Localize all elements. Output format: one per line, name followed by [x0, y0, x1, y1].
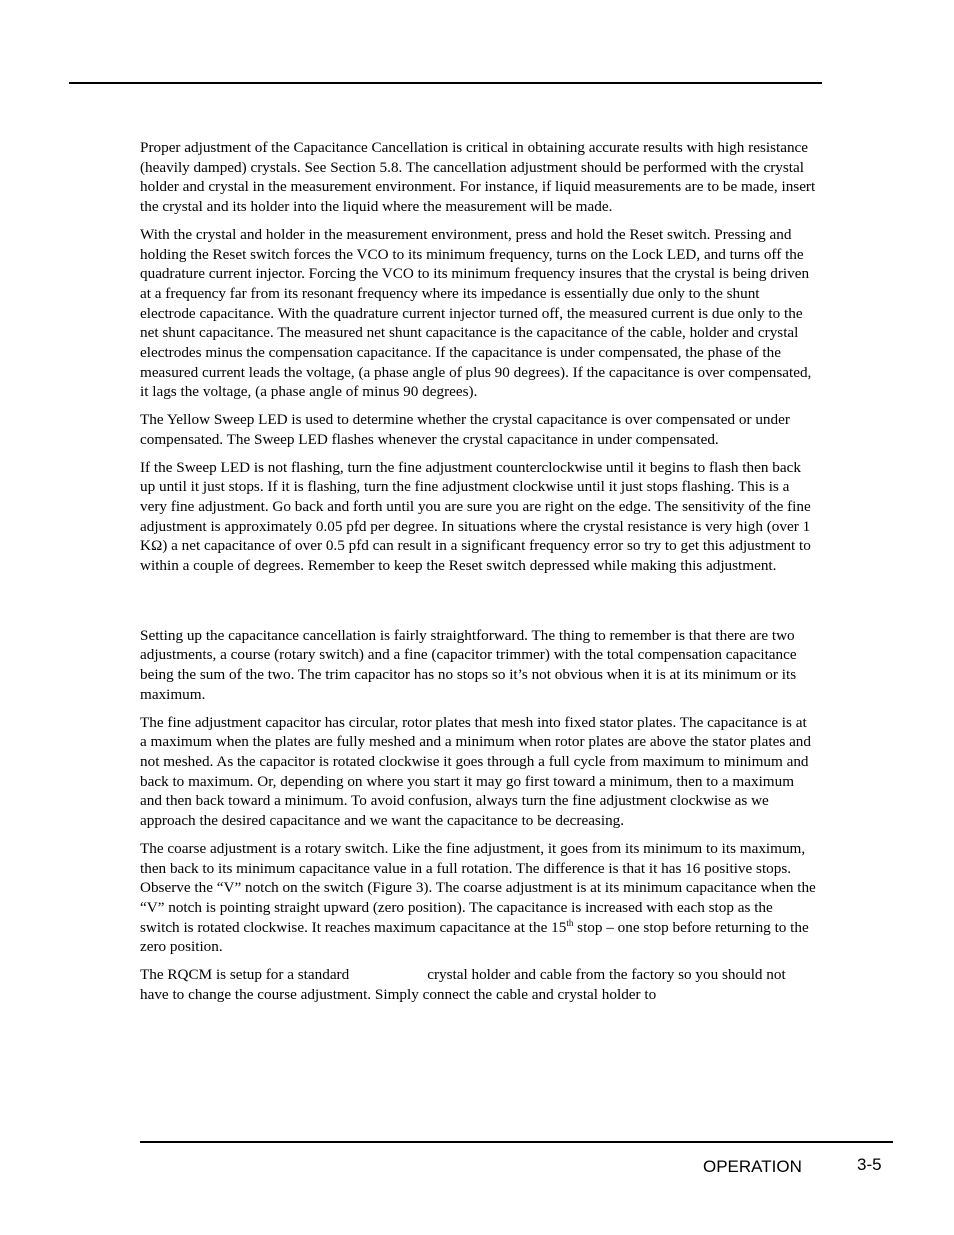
- footer-page-number: 3-5: [857, 1155, 882, 1174]
- paragraph-rqcm-setup: [140, 965, 816, 1004]
- coarse-text: The coarse adjustment is a rotary switch. Like the fine adjustment, it goes from its minimum to its maximum, then back to its minimum capacitance value in a full rotation. The difference is that it has 16 positive stops. Observe the “V” notch on the switch (Figure 3). The coarse adjustment is at its minimum capacitance when the “V” notch is pointing straight upward (zero position). The capacitance is increased with each stop as the switch is rotated clockwise. It reaches maximum capacitance at the 15: [140, 839, 816, 936]
- header-rule: [69, 82, 822, 84]
- rqcm-text-end: crystal holder and cable from the factory so you should not have to change the course adjustment. Simply connect the cable and crystal holder to: [140, 966, 786, 1003]
- footer-rule: [140, 1141, 893, 1143]
- coarse-text-end: stop – one stop before returning to the zero position.: [140, 918, 809, 956]
- ordinal-suffix: th: [566, 917, 574, 928]
- paragraph-reset-procedure: With the crystal and holder in the measurement environment, press and hold the Reset switch. Pressing and holding the Reset switch forces the VCO to its minimum frequency, turns on the Lock LED, and turns off the quadrature current injector. Forcing the VCO to its minimum frequency insures that the crystal is being driven at a frequency far from its resonant frequency where its impedance is essentially due only to the shunt electrode capacitance. With the quadrature current injector turned off, the measured current is due only to the net shunt capacitance. The measured net shunt capacitance is the capacitance of the cable, holder and crystal electrodes minus the compensation capacitance. If the capacitance is under compensated, the phase of the measured current leads the voltage, (a phase angle of plus 90 degrees). If the capacitance is over compensated, it lags the voltage, (a phase angle of minus 90 degrees).: [140, 225, 812, 401]
- paragraph-coarse-adjustment: [140, 839, 816, 957]
- paragraph-fine-adjustment: If the Sweep LED is not flashing, turn the fine adjustment counterclockwise until it begins to flash then back up until it just stops. If it is flashing, turn the fine adjustment clockwise until it just stops flashing. This is a very fine adjustment. Go back and forth until you are sure you are right on the edge. The sensitivity of the fine adjustment is approximately 0.05 pfd per degree. In situations where the crystal resistance is very high (over 1 KΩ) a net capacitance of over 0.5 pfd can result in a significant frequency error so try to get this adjustment to within a couple of degrees. Remember to keep the Reset switch depressed while making this adjustment.: [140, 458, 811, 575]
- rqcm-text-start: The RQCM is setup for a standard: [140, 966, 350, 984]
- paragraph-sweep-led: The Yellow Sweep LED is used to determine whether the crystal capacitance is over compensated or under compensated. The Sweep LED flashes whenever the crystal capacitance in under compensated.: [140, 411, 790, 448]
- paragraph-cancellation-intro: Proper adjustment of the Capacitance Cancellation is critical in obtaining accurate results with high resistance (heavily damped) crystals. See Section 5.8. The cancellation adjustment should be performed with the crystal holder and crystal in the measurement environment. For instance, if liquid measurements are to be made, insert the crystal and its holder into the liquid where the measurement will be made.: [140, 139, 816, 216]
- page-body: [140, 138, 816, 1012]
- paragraph-fine-capacitor: The fine adjustment capacitor has circular, rotor plates that mesh into fixed stator plates. The capacitance is at a maximum when the plates are fully meshed and a minimum when rotor plates are above the stator plates and not meshed. As the capacitor is rotated clockwise it goes through a full cycle from maximum to minimum and back to maximum. Or, depending on where you start it may go first toward a minimum, then to a maximum and then back toward a minimum. To avoid confusion, always turn the fine adjustment clockwise as we approach the desired capacitance and we want the capacitance to be decreasing.: [140, 713, 811, 830]
- footer-section-title: OPERATION: [703, 1157, 802, 1176]
- section-gap: [140, 584, 816, 626]
- paragraph-setup-overview: Setting up the capacitance cancellation is fairly straightforward. The thing to remember is that there are two adjustments, a course (rotary switch) and a fine (capacitor trimmer) with the total compensation capacitance being the sum of the two. The trim capacitor has no stops so it’s not obvious when it is at its minimum or its maximum.: [140, 626, 797, 703]
